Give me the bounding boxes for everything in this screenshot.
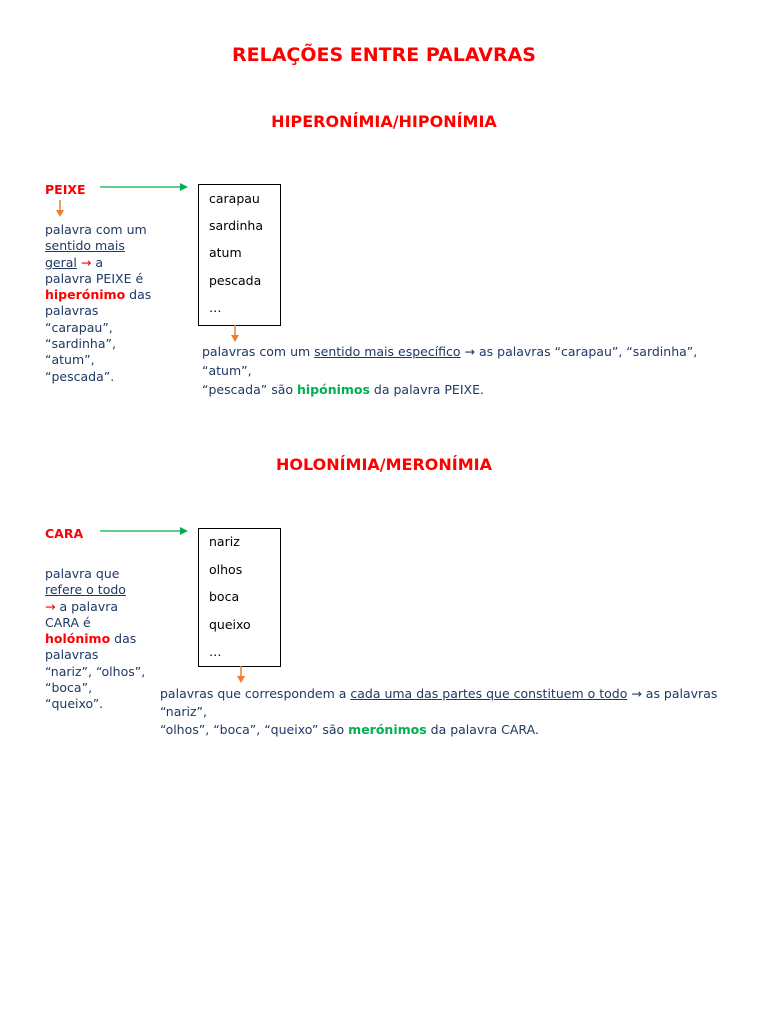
list-item: olhos — [209, 562, 243, 577]
list-item: nariz — [209, 534, 240, 549]
list-item: queixo — [209, 617, 251, 632]
list-item: boca — [209, 589, 240, 604]
list-item: carapau — [209, 191, 260, 206]
section-heading-holonimia: HOLONÍMIA/MERONÍMIA — [275, 455, 493, 474]
green-arrow-right-icon — [100, 181, 190, 193]
list-item: pescada — [209, 273, 262, 288]
hiponimo-explanation: palavras com um sentido mais específico → as palavras “carapau”, “sardinha”, “atum”, “pescada” são hipónimos da palavra PEIXE. — [202, 344, 698, 397]
list-item: … — [209, 644, 222, 659]
term-peixe: PEIXE — [45, 182, 86, 197]
orange-arrow-down-icon — [229, 325, 241, 343]
red-arrow-right-icon: → — [80, 254, 92, 270]
meronimos-box — [198, 528, 281, 667]
list-item: sardinha — [209, 218, 264, 233]
meronimo-explanation: palavras que correspondem a cada uma das partes que constituem o todo → as palavras “nariz”, “olhos”, “boca”, “queixo” são merónimos da palavra CARA. — [160, 686, 718, 737]
green-arrow-right-icon — [100, 525, 190, 537]
section-heading-hiperonimia: HIPERONÍMIA/HIPONÍMIA — [271, 112, 497, 131]
page-title: RELAÇÕES ENTRE PALAVRAS — [232, 44, 536, 66]
red-arrow-right-icon: → — [45, 598, 56, 614]
orange-arrow-down-icon — [54, 200, 66, 218]
holonimo-explanation: palavra que refere o todo → a palavra CARA é holónimo das palavras “nariz”, “olhos”, “boca”, “queixo”. — [45, 566, 146, 712]
term-cara: CARA — [45, 526, 84, 541]
orange-arrow-down-icon — [235, 666, 247, 684]
hiperonimo-explanation: palavra com um sentido mais geral → a palavra PEIXE é hiperónimo das palavras “carapau”, “sardinha”, “atum”, “pescada”. — [45, 222, 152, 384]
hiponimos-box — [198, 184, 281, 326]
list-item: … — [209, 300, 222, 315]
list-item: atum — [209, 245, 242, 260]
